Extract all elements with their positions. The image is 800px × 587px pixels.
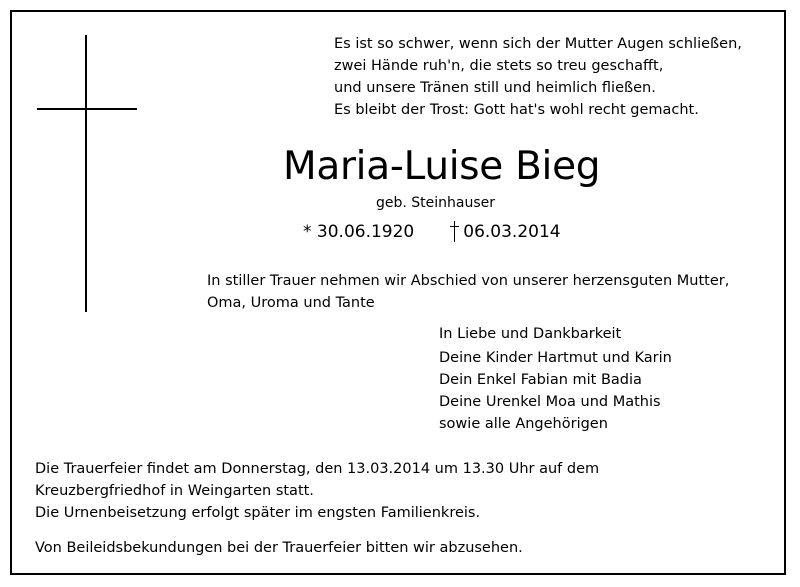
relative-line: Dein Enkel Fabian mit Badia (439, 372, 642, 388)
funeral-line: Die Trauerfeier findet am Donnerstag, den 13.03.2014 um 13.30 Uhr auf dem (35, 461, 600, 477)
relatives-list (439, 347, 672, 435)
mourning-intro (207, 270, 729, 314)
poem-line: Es bleibt der Trost: Gott hat's wohl recht gemacht. (334, 102, 699, 118)
intro-line: In stiller Trauer nehmen wir Abschied von unserer herzensguten Mutter, (207, 273, 730, 289)
poem-line: Es ist so schwer, wenn sich der Mutter Augen schließen, (334, 36, 742, 52)
relative-line: Deine Urenkel Moa und Mathis (439, 394, 661, 410)
deceased-name: Maria-Luise Bieg (283, 144, 601, 189)
poem-line: und unsere Tränen still und heimlich fließen. (334, 80, 656, 96)
funeral-line: Kreuzbergfriedhof in Weingarten statt. (35, 483, 314, 499)
cross-vertical-bar (85, 35, 87, 312)
condolence-note: Von Beileidsbekundungen bei der Trauerfeier bitten wir abzusehen. (35, 540, 523, 556)
dagger-icon (450, 221, 460, 243)
poem (334, 33, 742, 121)
relative-line: Deine Kinder Hartmut und Karin (439, 350, 672, 366)
death-date: 06.03.2014 (463, 222, 561, 242)
signoff: In Liebe und Dankbarkeit (439, 326, 622, 342)
intro-line: Oma, Uroma und Tante (207, 295, 375, 311)
life-dates (303, 221, 561, 243)
maiden-name: geb. Steinhauser (376, 195, 496, 211)
funeral-line: Die Urnenbeisetzung erfolgt später im engsten Familienkreis. (35, 505, 481, 521)
poem-line: zwei Hände ruh'n, die stets so treu geschafft, (334, 58, 664, 74)
birth-date: * 30.06.1920 (303, 222, 415, 242)
cross-horizontal-bar (37, 108, 137, 110)
relative-line: sowie alle Angehörigen (439, 416, 608, 432)
funeral-info (35, 458, 599, 524)
